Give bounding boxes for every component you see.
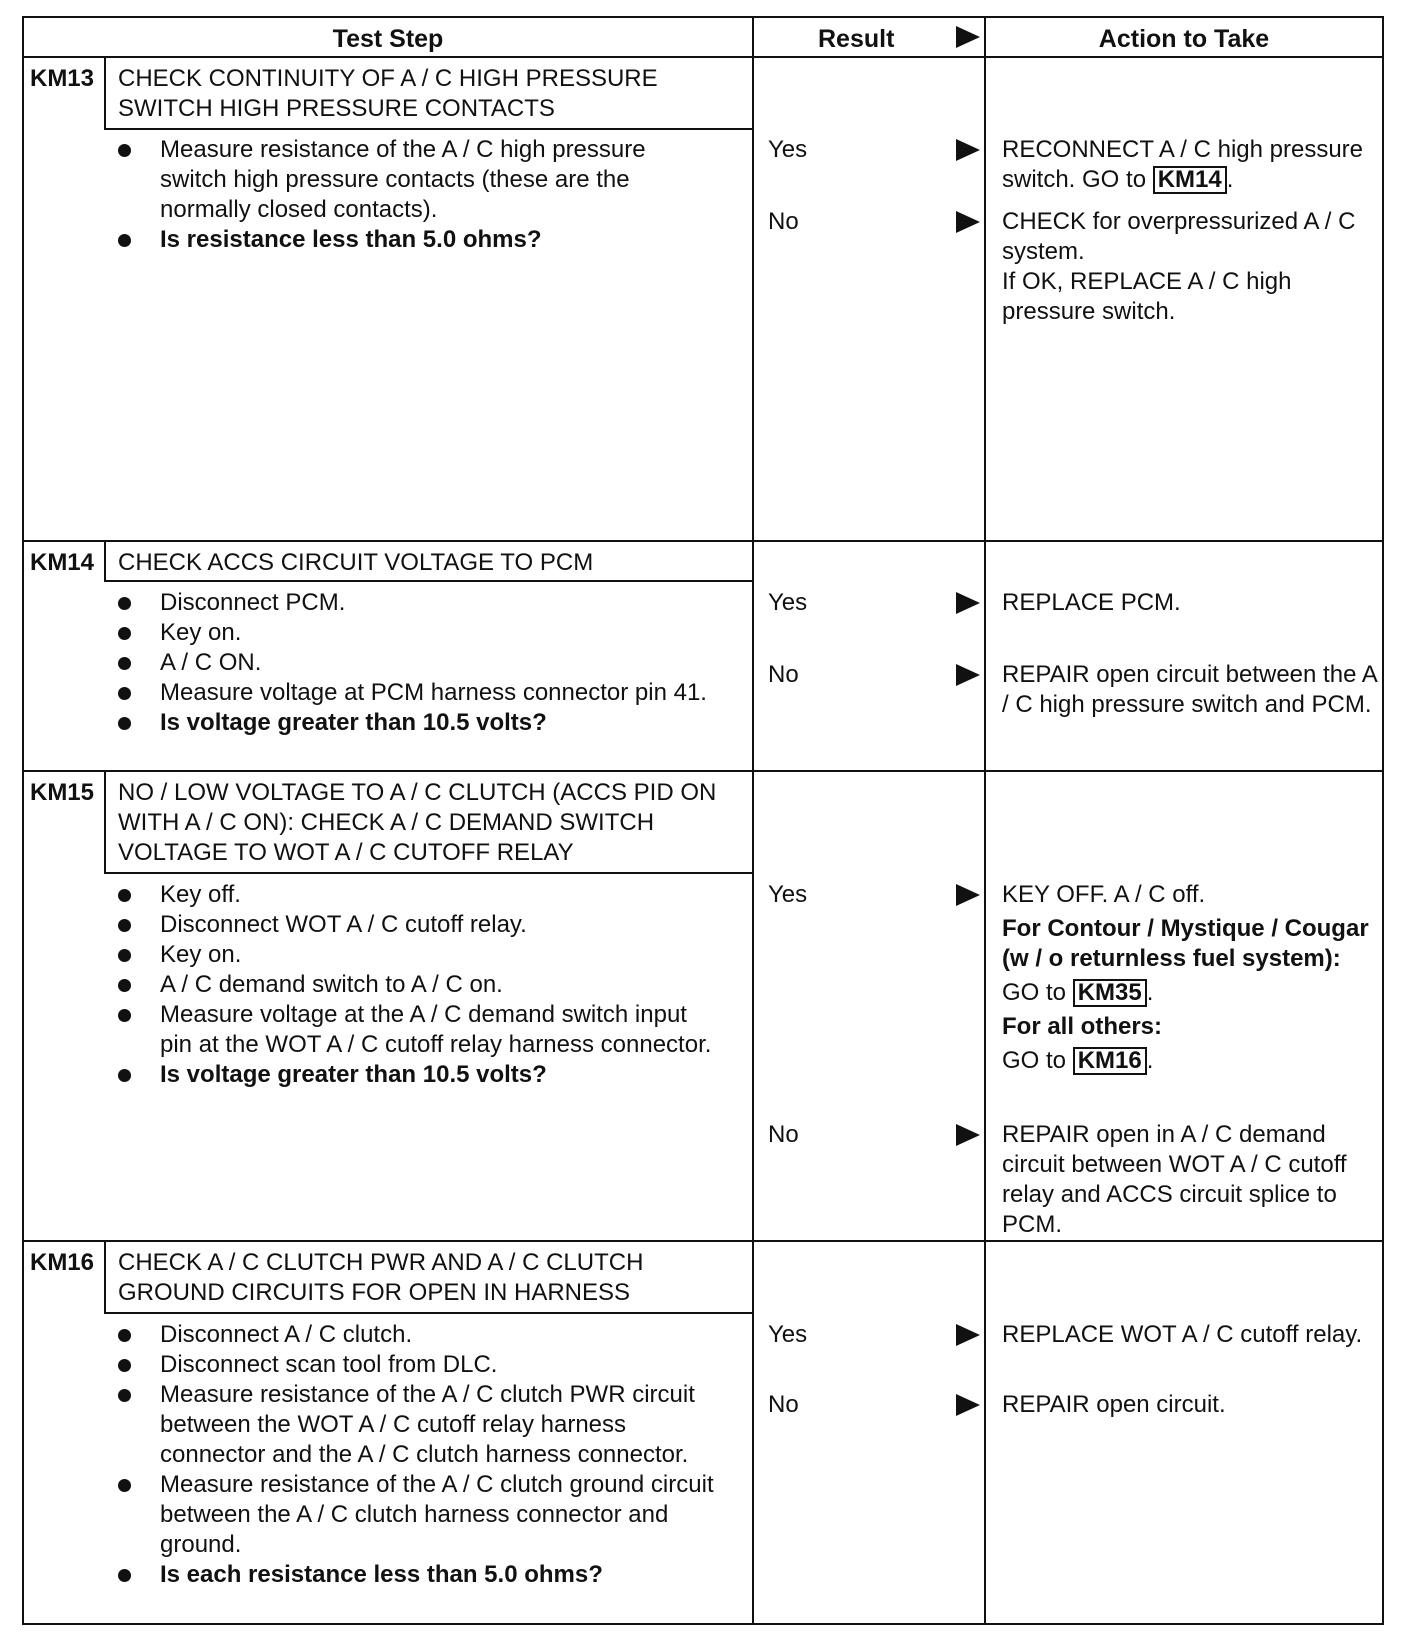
list-item: Key on. <box>118 618 718 648</box>
step-id: KM15 <box>29 779 95 806</box>
header-test-step: Test Step <box>332 25 444 53</box>
list-item: Measure voltage at PCM harness connector pin 41. <box>118 678 718 708</box>
header-arrow-icon <box>956 26 980 48</box>
id-divider <box>104 56 106 128</box>
step-id: KM14 <box>29 549 95 576</box>
step-question: Is voltage greater than 10.5 volts? <box>118 708 718 738</box>
action-text: GO to <box>1002 979 1067 1006</box>
result-arrow-icon <box>956 1394 980 1416</box>
column-divider-result <box>984 16 986 1625</box>
action-text: CHECK for overpressurized A / C system. <box>1002 208 1356 265</box>
step-reference-link[interactable]: KM35 <box>1073 979 1147 1007</box>
list-item: Key on. <box>118 940 718 970</box>
result-arrow-icon <box>956 1324 980 1346</box>
list-item: Measure resistance of the A / C clutch ground circuit between the A / C clutch harness connector and ground. <box>118 1470 718 1560</box>
action-yes <box>1002 880 1380 1076</box>
list-item: Disconnect A / C clutch. <box>118 1320 718 1350</box>
vehicle-condition: For all others: <box>1002 1013 1163 1040</box>
result-yes: Yes <box>768 881 808 908</box>
step-question: Is resistance less than 5.0 ohms? <box>118 225 718 255</box>
list-item: Disconnect WOT A / C cutoff relay. <box>118 910 718 940</box>
result-arrow-icon <box>956 139 980 161</box>
step-instructions <box>118 135 718 255</box>
goto-line: GO to KM16 . <box>1002 1047 1154 1074</box>
result-no: No <box>768 661 799 688</box>
title-divider <box>104 580 752 582</box>
step-instructions <box>118 588 718 738</box>
result-arrow-icon <box>956 592 980 614</box>
action-yes: REPLACE WOT A / C cutoff relay. <box>1002 1321 1363 1348</box>
step-title: CHECK A / C CLUTCH PWR AND A / C CLUTCH GROUND CIRCUITS FOR OPEN IN HARNESS <box>118 1249 644 1306</box>
step-title: CHECK CONTINUITY OF A / C HIGH PRESSURE SWITCH HIGH PRESSURE CONTACTS <box>118 65 658 122</box>
list-item: A / C demand switch to A / C on. <box>118 970 718 1000</box>
list-item: A / C ON. <box>118 648 718 678</box>
step-id: KM13 <box>29 65 95 92</box>
result-no: No <box>768 1121 799 1148</box>
header-result: Result <box>818 25 895 53</box>
result-yes: Yes <box>768 136 808 163</box>
list-item: Key off. <box>118 880 718 910</box>
row-divider <box>22 770 1384 772</box>
title-divider <box>104 128 752 130</box>
result-arrow-icon <box>956 211 980 233</box>
action-no: REPAIR open in A / C demand circuit between WOT A / C cutoff relay and ACCS circuit splice to PCM. <box>1002 1121 1347 1238</box>
header-divider <box>22 56 1384 58</box>
action-text: KEY OFF. A / C off. <box>1002 881 1206 908</box>
action-text: RECONNECT A / C high pressure switch. GO to <box>1002 136 1364 193</box>
title-divider <box>104 1312 752 1314</box>
result-no: No <box>768 1391 799 1418</box>
step-question: Is each resistance less than 5.0 ohms? <box>118 1560 718 1590</box>
id-divider <box>104 1240 106 1312</box>
result-arrow-icon <box>956 1124 980 1146</box>
list-item: Measure resistance of the A / C high pressure switch high pressure contacts (these are the normally closed contacts). <box>118 135 718 225</box>
step-reference-link[interactable]: KM16 <box>1073 1047 1147 1075</box>
id-divider <box>104 770 106 872</box>
title-divider <box>104 872 752 874</box>
result-yes: Yes <box>768 1321 808 1348</box>
row-divider <box>22 1240 1384 1242</box>
result-arrow-icon <box>956 884 980 906</box>
list-item: Measure voltage at the A / C demand switch input pin at the WOT A / C cutoff relay harness connector. <box>118 1000 718 1060</box>
vehicle-condition: For Contour / Mystique / Cougar (w / o returnless fuel system): <box>1002 915 1369 972</box>
column-divider-test-step <box>752 16 754 1625</box>
list-item: Disconnect PCM. <box>118 588 718 618</box>
action-no: REPAIR open circuit. <box>1002 1391 1226 1418</box>
action-text: GO to <box>1002 1047 1067 1074</box>
step-instructions <box>118 1320 718 1590</box>
result-arrow-icon <box>956 664 980 686</box>
row-divider <box>22 540 1384 542</box>
step-reference-link[interactable]: KM14 <box>1153 166 1227 194</box>
goto-line: GO to KM35 . <box>1002 979 1154 1006</box>
step-question: Is voltage greater than 10.5 volts? <box>118 1060 718 1090</box>
action-yes: RECONNECT A / C high pressure switch. GO to KM14 . <box>1002 136 1364 193</box>
action-no: REPAIR open circuit between the A / C high pressure switch and PCM. <box>1002 661 1377 718</box>
step-id: KM16 <box>29 1249 95 1276</box>
id-divider <box>104 540 106 580</box>
list-item: Disconnect scan tool from DLC. <box>118 1350 718 1380</box>
step-instructions <box>118 880 718 1090</box>
step-title: CHECK ACCS CIRCUIT VOLTAGE TO PCM <box>118 549 594 576</box>
action-no <box>1002 207 1380 327</box>
action-yes: REPLACE PCM. <box>1002 589 1181 616</box>
result-no: No <box>768 208 799 235</box>
list-item: Measure resistance of the A / C clutch PWR circuit between the WOT A / C cutoff relay harness connector and the A / C clutch harness connector. <box>118 1380 718 1470</box>
step-title: NO / LOW VOLTAGE TO A / C CLUTCH (ACCS PID ON WITH A / C ON): CHECK A / C DEMAND SWITCH VOLTAGE TO WOT A / C CUTOFF RELAY <box>118 779 717 866</box>
action-text: If OK, REPLACE A / C high pressure switch. <box>1002 268 1292 325</box>
result-yes: Yes <box>768 589 808 616</box>
header-action: Action to Take <box>1098 25 1270 53</box>
